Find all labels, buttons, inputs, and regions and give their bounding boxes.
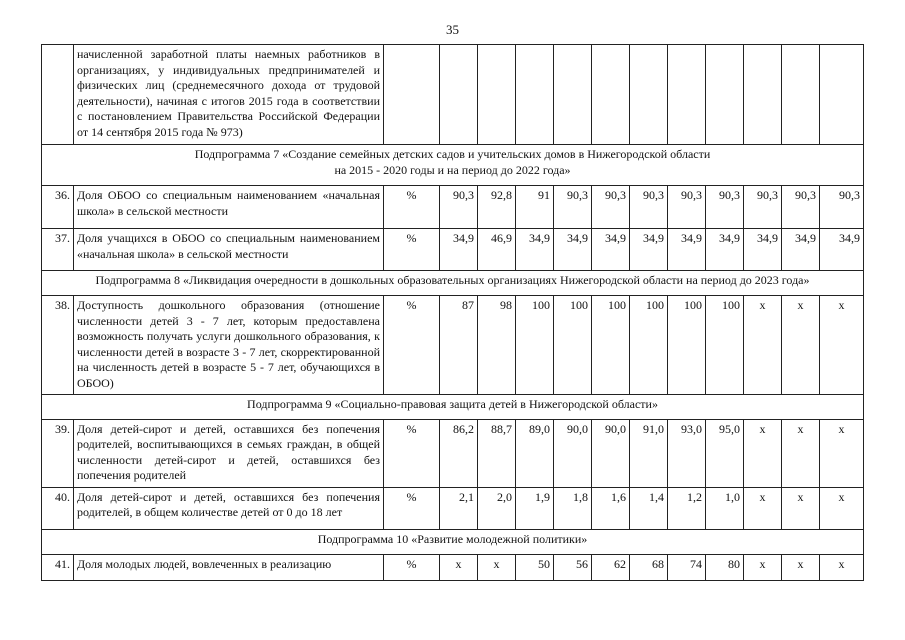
value-cell: 90,3 bbox=[440, 186, 478, 229]
value-cell: 90,3 bbox=[592, 186, 630, 229]
value-cell: 88,7 bbox=[478, 419, 516, 487]
table-row bbox=[42, 45, 864, 145]
table-row bbox=[42, 229, 864, 271]
value-cell: 92,8 bbox=[478, 186, 516, 229]
value-cell: 100 bbox=[630, 296, 668, 395]
indicator-description: Доля молодых людей, вовлеченных в реализацию bbox=[74, 554, 384, 580]
value-cell: 1,4 bbox=[630, 487, 668, 529]
subprogram-title-line: на 2015 - 2020 годы и на период до 2022 года» bbox=[334, 162, 571, 177]
row-number: 37. bbox=[42, 229, 74, 271]
value-cell bbox=[440, 45, 478, 145]
table-row bbox=[42, 419, 864, 487]
value-cell: х bbox=[820, 296, 864, 395]
value-cell: 100 bbox=[516, 296, 554, 395]
value-cell: 87 bbox=[440, 296, 478, 395]
subprogram-title-line: Подпрограмма 9 «Социально-правовая защита детей в Нижегородской области» bbox=[247, 396, 658, 411]
value-cell: 90,3 bbox=[744, 186, 782, 229]
value-cell: х bbox=[744, 554, 782, 580]
value-cell bbox=[516, 45, 554, 145]
row-number: 39. bbox=[42, 419, 74, 487]
value-cell: х bbox=[820, 419, 864, 487]
value-cell: 34,9 bbox=[744, 229, 782, 271]
value-cell: 100 bbox=[592, 296, 630, 395]
indicator-description: Доля детей-сирот и детей, оставшихся без попечения родителей, в общем количестве детей от 0 до 18 лет bbox=[74, 487, 384, 529]
value-cell bbox=[820, 45, 864, 145]
value-cell: 2,0 bbox=[478, 487, 516, 529]
page-number: 35 bbox=[446, 22, 459, 37]
row-number: 40. bbox=[42, 487, 74, 529]
value-cell: х bbox=[782, 487, 820, 529]
value-cell: 100 bbox=[668, 296, 706, 395]
value-cell: х bbox=[820, 554, 864, 580]
value-cell: 90,3 bbox=[668, 186, 706, 229]
value-cell: х bbox=[782, 296, 820, 395]
unit-cell: % bbox=[384, 554, 440, 580]
value-cell: х bbox=[744, 419, 782, 487]
value-cell: 50 bbox=[516, 554, 554, 580]
value-cell: 90,0 bbox=[592, 419, 630, 487]
value-cell bbox=[668, 45, 706, 145]
value-cell: х bbox=[440, 554, 478, 580]
unit-cell: % bbox=[384, 186, 440, 229]
value-cell: 90,3 bbox=[782, 186, 820, 229]
subprogram-title-line: Подпрограмма 10 «Развитие молодежной политики» bbox=[317, 531, 588, 546]
subprogram-7-title bbox=[42, 145, 864, 186]
value-cell: 34,9 bbox=[782, 229, 820, 271]
value-cell: 34,9 bbox=[820, 229, 864, 271]
unit-cell: % bbox=[384, 487, 440, 529]
value-cell: 100 bbox=[706, 296, 744, 395]
value-cell bbox=[592, 45, 630, 145]
table-row bbox=[42, 554, 864, 580]
value-cell: 34,9 bbox=[668, 229, 706, 271]
value-cell: 34,9 bbox=[440, 229, 478, 271]
value-cell: 86,2 bbox=[440, 419, 478, 487]
value-cell: х bbox=[820, 487, 864, 529]
value-cell: 56 bbox=[554, 554, 592, 580]
value-cell: 1,2 bbox=[668, 487, 706, 529]
value-cell: 62 bbox=[592, 554, 630, 580]
value-cell: 1,9 bbox=[516, 487, 554, 529]
subprogram-title-line: Подпрограмма 7 «Создание семейных детских садов и учительских домов в Нижегородской области bbox=[194, 147, 711, 161]
value-cell: 98 bbox=[478, 296, 516, 395]
value-cell: 1,8 bbox=[554, 487, 592, 529]
value-cell: 90,3 bbox=[554, 186, 592, 229]
value-cell: х bbox=[478, 554, 516, 580]
table-row bbox=[42, 186, 864, 229]
value-cell: 90,3 bbox=[630, 186, 668, 229]
indicator-description: Доля ОБОО со специальным наименованием «начальная школа» в сельской местности bbox=[74, 186, 384, 229]
value-cell: 34,9 bbox=[554, 229, 592, 271]
value-cell: х bbox=[782, 554, 820, 580]
value-cell: 34,9 bbox=[630, 229, 668, 271]
indicator-description: Доступность дошкольного образования (отношение численности детей 3 - 7 лет, которым предоставлена возможность получать услуги дошкольного образования, к численности детей в возрасте 3 - 7 лет, скорректированной на численность детей в возрасте 5 - 7 лет, обучающихся в ОБОО) bbox=[74, 296, 384, 395]
value-cell: 90,0 bbox=[554, 419, 592, 487]
value-cell: 90,3 bbox=[820, 186, 864, 229]
value-cell: 1,6 bbox=[592, 487, 630, 529]
subprogram-header-row bbox=[42, 145, 864, 186]
unit-cell: % bbox=[384, 296, 440, 395]
subprogram-8-title bbox=[42, 271, 864, 296]
row-number: 36. bbox=[42, 186, 74, 229]
value-cell: 34,9 bbox=[516, 229, 554, 271]
value-cell: 100 bbox=[554, 296, 592, 395]
unit-cell bbox=[384, 45, 440, 145]
value-cell: 46,9 bbox=[478, 229, 516, 271]
indicators-table bbox=[41, 44, 864, 581]
row-number: 41. bbox=[42, 554, 74, 580]
value-cell: 93,0 bbox=[668, 419, 706, 487]
value-cell: 2,1 bbox=[440, 487, 478, 529]
value-cell: 34,9 bbox=[706, 229, 744, 271]
value-cell bbox=[630, 45, 668, 145]
value-cell: х bbox=[744, 296, 782, 395]
row-number: 38. bbox=[42, 296, 74, 395]
value-cell bbox=[554, 45, 592, 145]
subprogram-header-row bbox=[42, 271, 864, 296]
unit-cell: % bbox=[384, 229, 440, 271]
value-cell: х bbox=[744, 487, 782, 529]
value-cell: 80 bbox=[706, 554, 744, 580]
value-cell: 34,9 bbox=[592, 229, 630, 271]
value-cell bbox=[744, 45, 782, 145]
subprogram-header-row bbox=[42, 529, 864, 554]
value-cell: 90,3 bbox=[706, 186, 744, 229]
value-cell: 74 bbox=[668, 554, 706, 580]
table-row bbox=[42, 296, 864, 395]
indicator-description: Доля учащихся в ОБОО со специальным наименованием «начальная школа» в сельской местности bbox=[74, 229, 384, 271]
indicator-description: начисленной заработной платы наемных работников в организациях, у индивидуальных предпринимателей и физических лиц (среднемесячного дохода от трудовой деятельности), начиная с итогов 2015 года в соответствии с постановлением Правительства Российской Федерации от 14 сентября 2015 года № 973) bbox=[74, 45, 384, 145]
value-cell: 91 bbox=[516, 186, 554, 229]
value-cell: 68 bbox=[630, 554, 668, 580]
value-cell bbox=[706, 45, 744, 145]
value-cell: х bbox=[782, 419, 820, 487]
indicator-description: Доля детей-сирот и детей, оставшихся без попечения родителей, воспитывающихся в семьях граждан, в общей численности детей-сирот и детей, оставшихся без попечения родителей bbox=[74, 419, 384, 487]
value-cell bbox=[782, 45, 820, 145]
unit-cell: % bbox=[384, 419, 440, 487]
value-cell: 1,0 bbox=[706, 487, 744, 529]
value-cell: 89,0 bbox=[516, 419, 554, 487]
value-cell bbox=[478, 45, 516, 145]
subprogram-10-title bbox=[42, 529, 864, 554]
subprogram-header-row bbox=[42, 394, 864, 419]
row-number-cell bbox=[42, 45, 74, 145]
subprogram-9-title bbox=[42, 394, 864, 419]
subprogram-title-line: Подпрограмма 8 «Ликвидация очередности в дошкольных образовательных организациях Нижегородской области на период до 2023 года» bbox=[95, 273, 810, 287]
value-cell: 91,0 bbox=[630, 419, 668, 487]
value-cell: 95,0 bbox=[706, 419, 744, 487]
table-row bbox=[42, 487, 864, 529]
